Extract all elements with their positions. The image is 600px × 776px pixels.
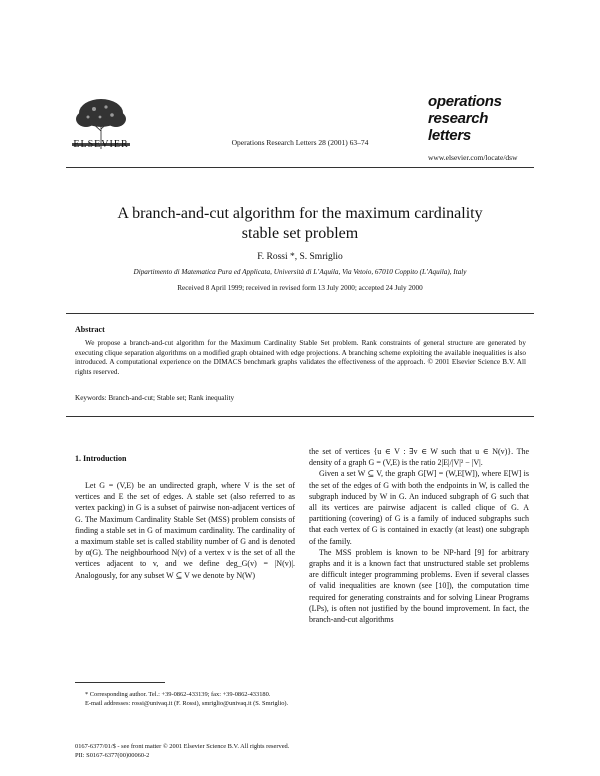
journal-title-line: operations xyxy=(428,93,502,110)
publisher-name: ELSEVIER xyxy=(73,139,129,150)
pii-line: PII: S0167-6377(00)00060-2 xyxy=(75,752,150,760)
journal-title-line: letters xyxy=(428,127,471,144)
journal-reference: Operations Research Letters 28 (2001) 63–74 xyxy=(231,138,369,147)
paper-title xyxy=(66,204,534,244)
paragraph: Let G = (V,E) be an undirected graph, where V is the set of vertices and E the set of edges. A stable set (also referred to as vertex packing) in G is a subset of pairwise non-adjacent vertices of G. The Maximum Cardinality Stable Set (MSS) problem consists of finding a stable set in G of maximum cardinality. The cardinality of a maximum stable set is called stability number of G and is denoted by α(G). The neighbourhood N(v) of a vertex v is the set of all the vertices adjacent to v, and we define deg_G(v) = |N(v)|. Analogously, for any subset W ⊆ V we denote by N(W) xyxy=(75,481,295,580)
paragraph: Given a set W ⊆ V, the graph G[W] = (W,E[W]), where E[W] is the set of the edges of G with both the endpoints in W, is called the subgraph induced by W in G. An induced subgraph of G such that all its vertices are pairwise adjacent is called clique of G. A partitioning (covering) of G is a family of induced subgraphs such that each vertex of G is contained in exactly (at least) one subgraph of the family. xyxy=(309,469,529,546)
abstract-text: We propose a branch-and-cut algorithm for the Maximum Cardinality Stable Set problem. Rank constraints of general structure are generated by executing clique separation algorithms on a modified graph obtained with edge projections. A branching scheme exploiting the available inequalities is also introduced. A computational experience on the DIMACS benchmark graphs validates the effectiveness of the approach. © 2001 Elsevier Science B.V. All rights reserved. xyxy=(75,339,526,376)
keywords: Keywords: Branch-and-cut; Stable set; Rank inequality xyxy=(75,394,235,402)
received-dates: Received 8 April 1999; received in revised form 13 July 2000; accepted 24 July 2000 xyxy=(177,284,423,292)
journal-url[interactable]: www.elsevier.com/locate/dsw xyxy=(428,153,518,162)
abstract-top-rule xyxy=(66,313,534,314)
footnote-rule xyxy=(75,682,165,683)
authors: F. Rossi *, S. Smriglio xyxy=(257,252,343,262)
copyright-line: 0167-6377/01/$ - see front matter © 2001 Elsevier Science B.V. All rights reserved. xyxy=(75,743,290,750)
title-line: A branch-and-cut algorithm for the maximum cardinality xyxy=(117,205,483,222)
journal-title-line: research xyxy=(428,110,489,127)
right-column xyxy=(309,446,529,625)
paragraph: The MSS problem is known to be NP-hard [9] for arbitrary graphs and it is a known fact that unstructured stable set problems are difficult integer programming problems. Even if several classes of valid inequalities are known (see [10]), the computation time required for generating constraints and for solving Linear Programs (LPs), is often not justified by the bound improvement. In fact, the branch-and-cut algorithms xyxy=(309,547,529,625)
abstract-heading: Abstract xyxy=(75,325,105,334)
page-footer xyxy=(75,742,475,761)
section-heading: 1. Introduction xyxy=(75,454,127,463)
title-line: stable set problem xyxy=(241,225,359,242)
left-column xyxy=(75,480,295,581)
footnote: * Corresponding author. Tel.: +39-0862-433139; fax: +39-0862-433180. xyxy=(85,691,271,698)
journal-title-logo xyxy=(428,93,538,144)
footnotes xyxy=(75,691,295,708)
paragraph: the set of vertices {u ∈ V : ∃v ∈ W such that u ∈ N(v)}. The density of a graph G = (V,E) is the ratio 2|E|/|V|² − |V|. xyxy=(309,447,529,468)
abstract-bottom-rule xyxy=(66,416,534,417)
affiliation: Dipartimento di Matematica Pura ed Applicata, Università di L’Aquila, Via Vetoio, 67010 Coppito (L’Aquila), Italy xyxy=(133,268,467,276)
footnote: E-mail addresses: rossi@univaq.it (F. Rossi), smriglio@univaq.it (S. Smriglio). xyxy=(85,699,289,707)
header-rule xyxy=(66,167,534,168)
